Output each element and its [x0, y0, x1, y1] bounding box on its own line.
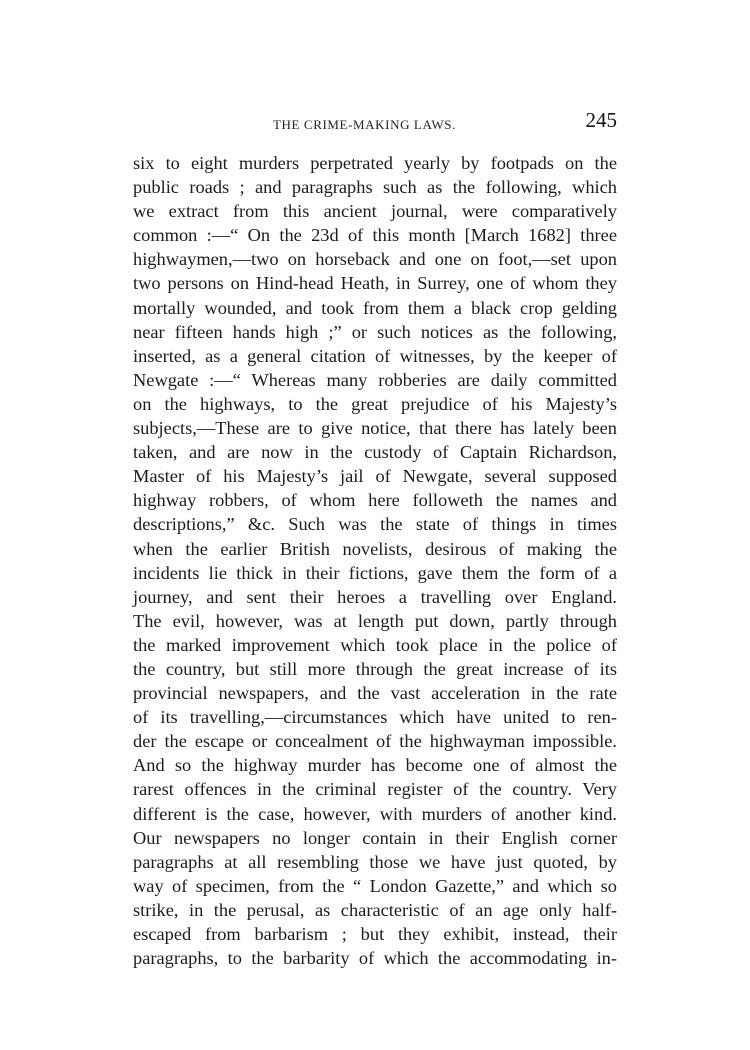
text-line: common :—“ On the 23d of this month [March 1682] three [133, 225, 617, 246]
text-line: taken, and are now in the custody of Captain Richardson, [133, 442, 617, 463]
text-line: mortally wounded, and took from them a black crop gelding [133, 297, 617, 318]
text-line: two persons on Hind-head Heath, in Surrey, one of whom they [133, 273, 617, 294]
text-line: way of specimen, from the “ London Gazette,” and which so [133, 875, 617, 896]
text-line: incidents lie thick in their fictions, gave them the form of a [133, 562, 617, 583]
text-line: Master of his Majesty’s jail of Newgate, several supposed [133, 466, 617, 487]
text-line: The evil, however, was at length put down, partly through [133, 610, 617, 631]
page-header [133, 108, 617, 138]
text-line: paragraphs, to the barbarity of which the accommodating in- [133, 948, 617, 969]
text-line: Newgate :—“ Whereas many robberies are daily committed [133, 369, 617, 390]
text-line: strike, in the perusal, as characteristic of an age only half- [133, 899, 617, 920]
text-line: provincial newspapers, and the vast acceleration in the rate [133, 683, 617, 704]
text-line: of its travelling,—circumstances which have united to ren- [133, 707, 617, 728]
text-line: paragraphs at all resembling those we have just quoted, by [133, 851, 617, 872]
text-line: descriptions,” &c. Such was the state of things in times [133, 514, 617, 535]
text-line: rarest offences in the criminal register of the country. Very [133, 779, 617, 800]
text-line: public roads ; and paragraphs such as the following, which [133, 177, 617, 198]
text-line: Our newspapers no longer contain in their English corner [133, 827, 617, 848]
text-line: six to eight murders perpetrated yearly by footpads on the [133, 153, 617, 173]
text-line: highwaymen,—two on horseback and one on foot,—set upon [133, 249, 617, 270]
text-line: inserted, as a general citation of witnesses, by the keeper of [133, 345, 617, 366]
page-number: 245 [585, 108, 617, 132]
text-line: the marked improvement which took place in the police of [133, 634, 617, 655]
text-line: And so the highway murder has become one of almost the [133, 755, 617, 776]
text-line: escaped from barbarism ; but they exhibit, instead, their [133, 924, 617, 944]
text-line: near fifteen hands high ;” or such notices as the following, [133, 321, 617, 342]
text-line: subjects,—These are to give notice, that there has lately been [133, 418, 617, 439]
text-line: on the highways, to the great prejudice of his Majesty’s [133, 393, 617, 414]
text-line: different is the case, however, with murders of another kind. [133, 803, 617, 824]
body-text [133, 151, 617, 970]
text-line: highway robbers, of whom here followeth the names and [133, 490, 617, 511]
text-line: when the earlier British novelists, desirous of making the [133, 538, 617, 559]
running-head: THE CRIME-MAKING LAWS. [273, 117, 456, 132]
text-line: journey, and sent their heroes a travelling over England. [133, 586, 617, 607]
text-line: der the escape or concealment of the highwayman impossible. [133, 731, 617, 752]
text-line: we extract from this ancient journal, were comparatively [133, 201, 617, 222]
text-line: the country, but still more through the great increase of its [133, 658, 617, 679]
